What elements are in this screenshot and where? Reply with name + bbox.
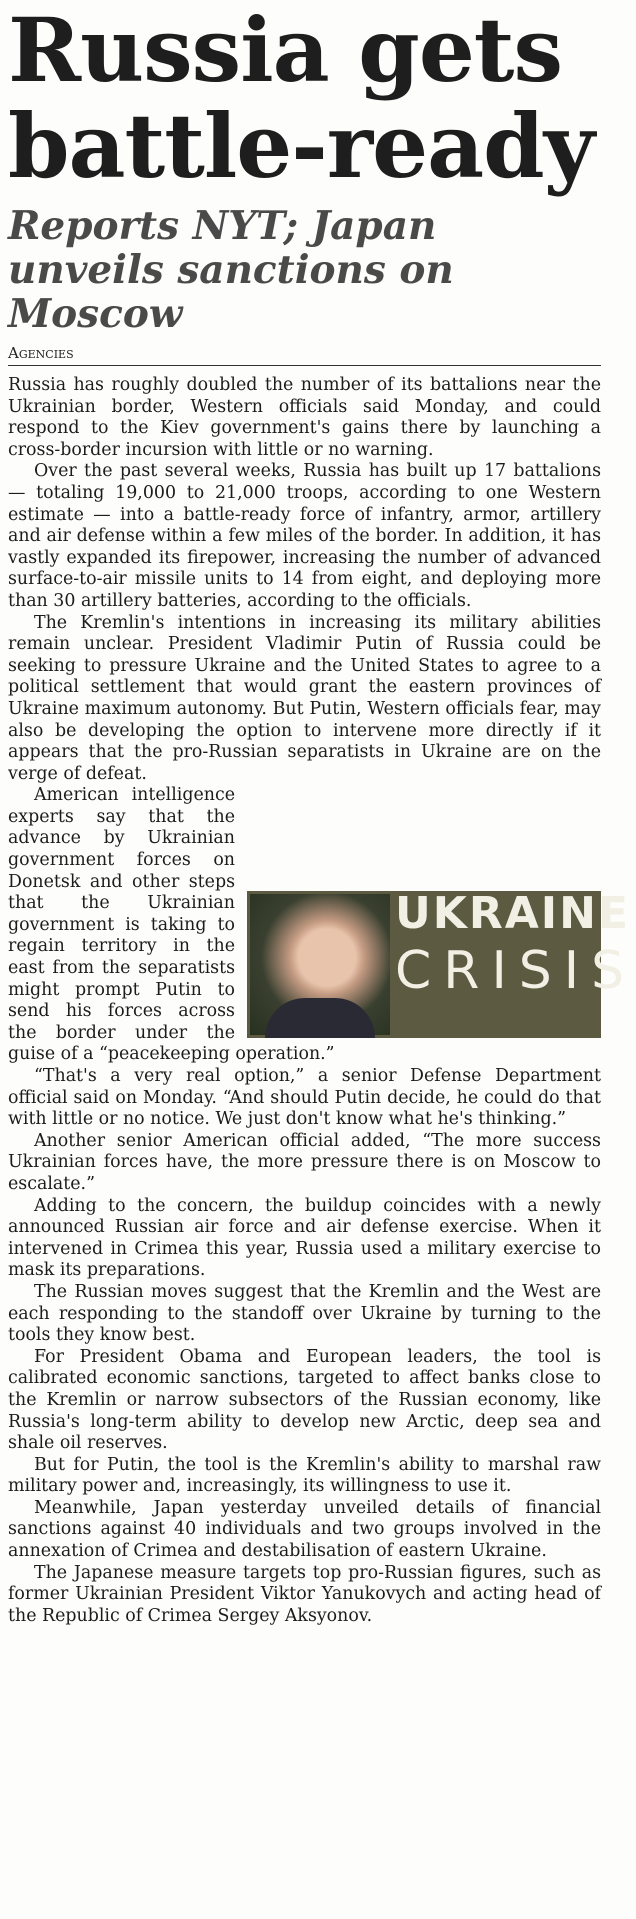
paragraph: “That's a very real option,” a senior Defense Department official said on Monday. “And should Putin decide, he could do that with little or no notice. We just don't know what he's thinking.” bbox=[8, 1066, 601, 1130]
paragraph: But for Putin, the tool is the Kremlin's ability to marshal raw military power and, increasingly, its willingness to use it. bbox=[8, 1454, 601, 1497]
paragraph: For President Obama and European leaders, the tool is calibrated economic sanctions, targeted to affect banks close to the Kremlin or narrow subsectors of the Russian economy, like Russia's long-term ability to develop new Arctic, deep sea and shale oil reserves. bbox=[8, 1346, 601, 1454]
ukraine-crisis-graphic bbox=[247, 888, 636, 1038]
inset-title-line1: UKRAINE bbox=[395, 888, 631, 940]
article-body bbox=[8, 375, 636, 1627]
paragraph: Over the past several weeks, Russia has built up 17 battalions — totaling 19,000 to 21,000 troops, according to one Western estimate — into a battle-ready force of infantry, armor, artillery and air defense within a few miles of the border. In addition, it has vastly expanded its firepower, increasing the number of advanced surface-to-air missile units to 14 from eight, and deploying more than 30 artillery batteries, according to the officials. bbox=[8, 461, 601, 611]
paragraph: Russia has roughly doubled the number of its battalions near the Ukrainian border, Western officials said Monday, and could respond to the Kiev government's gains there by launching a cross-border incursion with little or no warning. bbox=[8, 375, 601, 460]
paragraph: The Russian moves suggest that the Kremlin and the West are each responding to the standoff over Ukraine by turning to the tools they know best. bbox=[8, 1281, 601, 1346]
subheadline: Reports NYT; Japan unveils sanctions on Moscow bbox=[8, 203, 454, 337]
paragraph: American intelligence experts say that the advance by Ukrainian government forces on Donetsk and other steps that the Ukrainian government is taking to regain territory in the east from the separatists might prompt Putin to send his forces across the border under the guise of a “peacekeeping operation.” bbox=[8, 785, 335, 1065]
headline: Russia gets battle-ready bbox=[8, 0, 594, 198]
paragraph: Another senior American official added, “The more success Ukrainian forces have, the more pressure there is on Moscow to escalate.” bbox=[8, 1130, 601, 1194]
paragraph: The Kremlin's intentions in increasing its military abilities remain unclear. President Vladimir Putin of Russia could be seeking to pressure Ukraine and the United States to agree to a political settlement that would grant the eastern provinces of Ukraine maximum autonomy. But Putin, Western officials fear, may also be developing the option to intervene more directly if it appears that the pro-Russian separatists in Ukraine are on the verge of defeat. bbox=[8, 612, 601, 784]
paragraph: Meanwhile, Japan yesterday unveiled details of financial sanctions against 40 individuals and two groups involved in the annexation of Crimea and destabilisation of eastern Ukraine. bbox=[8, 1497, 601, 1562]
paragraph: The Japanese measure targets top pro-Russian figures, such as former Ukrainian President Viktor Yanukovych and acting head of the Republic of Crimea Sergey Aksyonov. bbox=[8, 1562, 601, 1626]
inset-title-line2: CRISIS bbox=[395, 941, 636, 1002]
paragraph: Adding to the concern, the buildup coincides with a newly announced Russian air force and air defense exercise. When it intervened in Crimea this year, Russia used a military exercise to mask its preparations. bbox=[8, 1195, 601, 1281]
byline: Agencies bbox=[8, 344, 601, 366]
